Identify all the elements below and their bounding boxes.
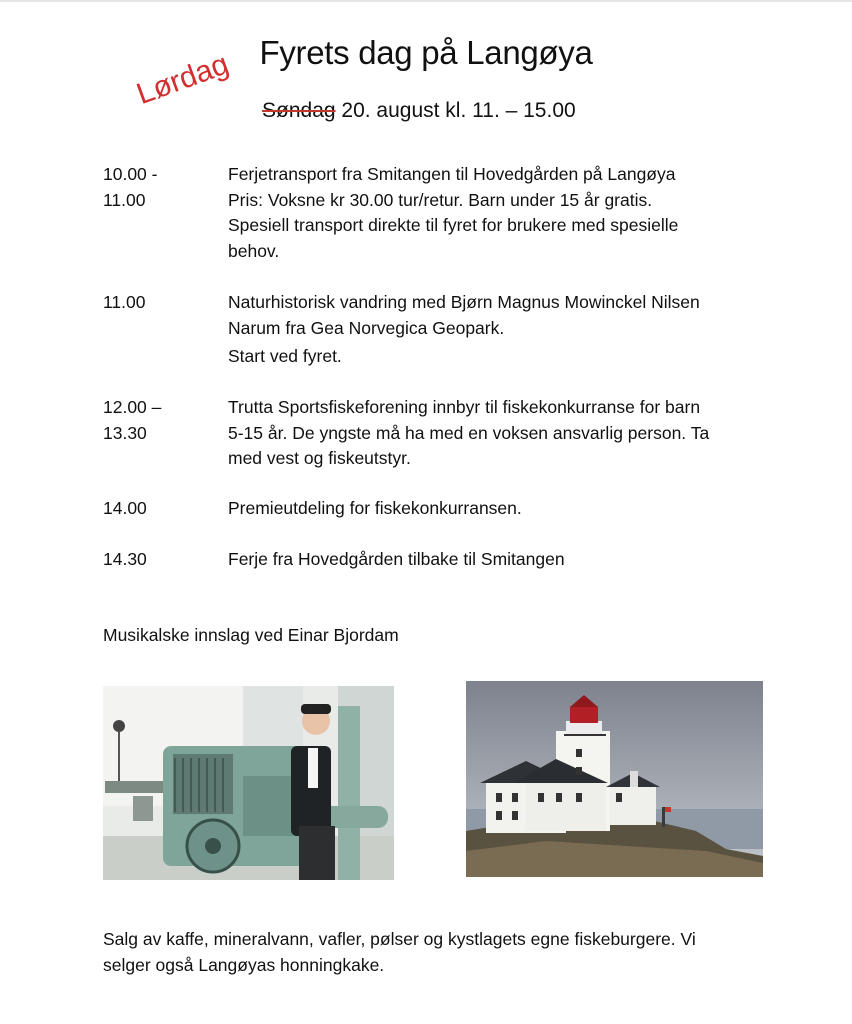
schedule-text: Naturhistorisk vandring med Bjørn Magnus Mowinckel Nilsen Narum fra Gea Norvegica Geopark. — [228, 292, 700, 338]
footer-text: Salg av kaffe, mineralvann, vafler, pølser og kystlagets egne fiskeburgere. Vi selger også Langøyas honningkake. — [103, 929, 696, 975]
page-title: Fyrets dag på Langøya — [259, 34, 593, 71]
schedule-description — [228, 395, 768, 472]
music-note: Musikalske innslag ved Einar Bjordam — [103, 625, 399, 645]
handwritten-stamp-lordag: Lørdag — [132, 47, 233, 112]
schedule-time: 10.00 - 11.00 — [103, 164, 158, 210]
schedule-text: Start ved fyret. — [228, 346, 342, 366]
page-top-border — [0, 0, 852, 2]
schedule-time: 14.30 — [103, 549, 147, 569]
schedule-text: Ferje fra Hovedgården tilbake til Smitangen — [228, 549, 565, 569]
schedule-description — [228, 290, 768, 370]
schedule-time: 12.00 – 13.30 — [103, 397, 162, 443]
schedule-time: 11.00 — [103, 292, 146, 312]
lighthouse-photo — [466, 681, 763, 877]
schedule-text: Premieutdeling for fiskekonkurransen. — [228, 498, 522, 518]
engine-room-photo — [103, 686, 394, 880]
schedule-description — [228, 496, 768, 522]
schedule-text: Trutta Sportsfiskeforening innbyr til fiskekonkurranse for barn 5-15 år. De yngste må ha med en voksen ansvarlig person. Ta med vest og fiskeutstyr. — [228, 397, 710, 468]
schedule-text: Ferjetransport fra Smitangen til Hovedgården på Langøya Pris: Voksne kr 30.00 tur/retur. Barn under 15 år gratis. Spesiell transport direkte til fyret for brukere med spesielle behov. — [228, 164, 679, 261]
date-time-text: 20. august kl. 11. – 15.00 — [335, 99, 576, 122]
schedule-description — [228, 162, 768, 264]
schedule-description — [228, 547, 768, 573]
schedule-time: 14.00 — [103, 498, 147, 518]
struck-day: Søndag — [262, 99, 336, 122]
date-line — [262, 99, 576, 123]
